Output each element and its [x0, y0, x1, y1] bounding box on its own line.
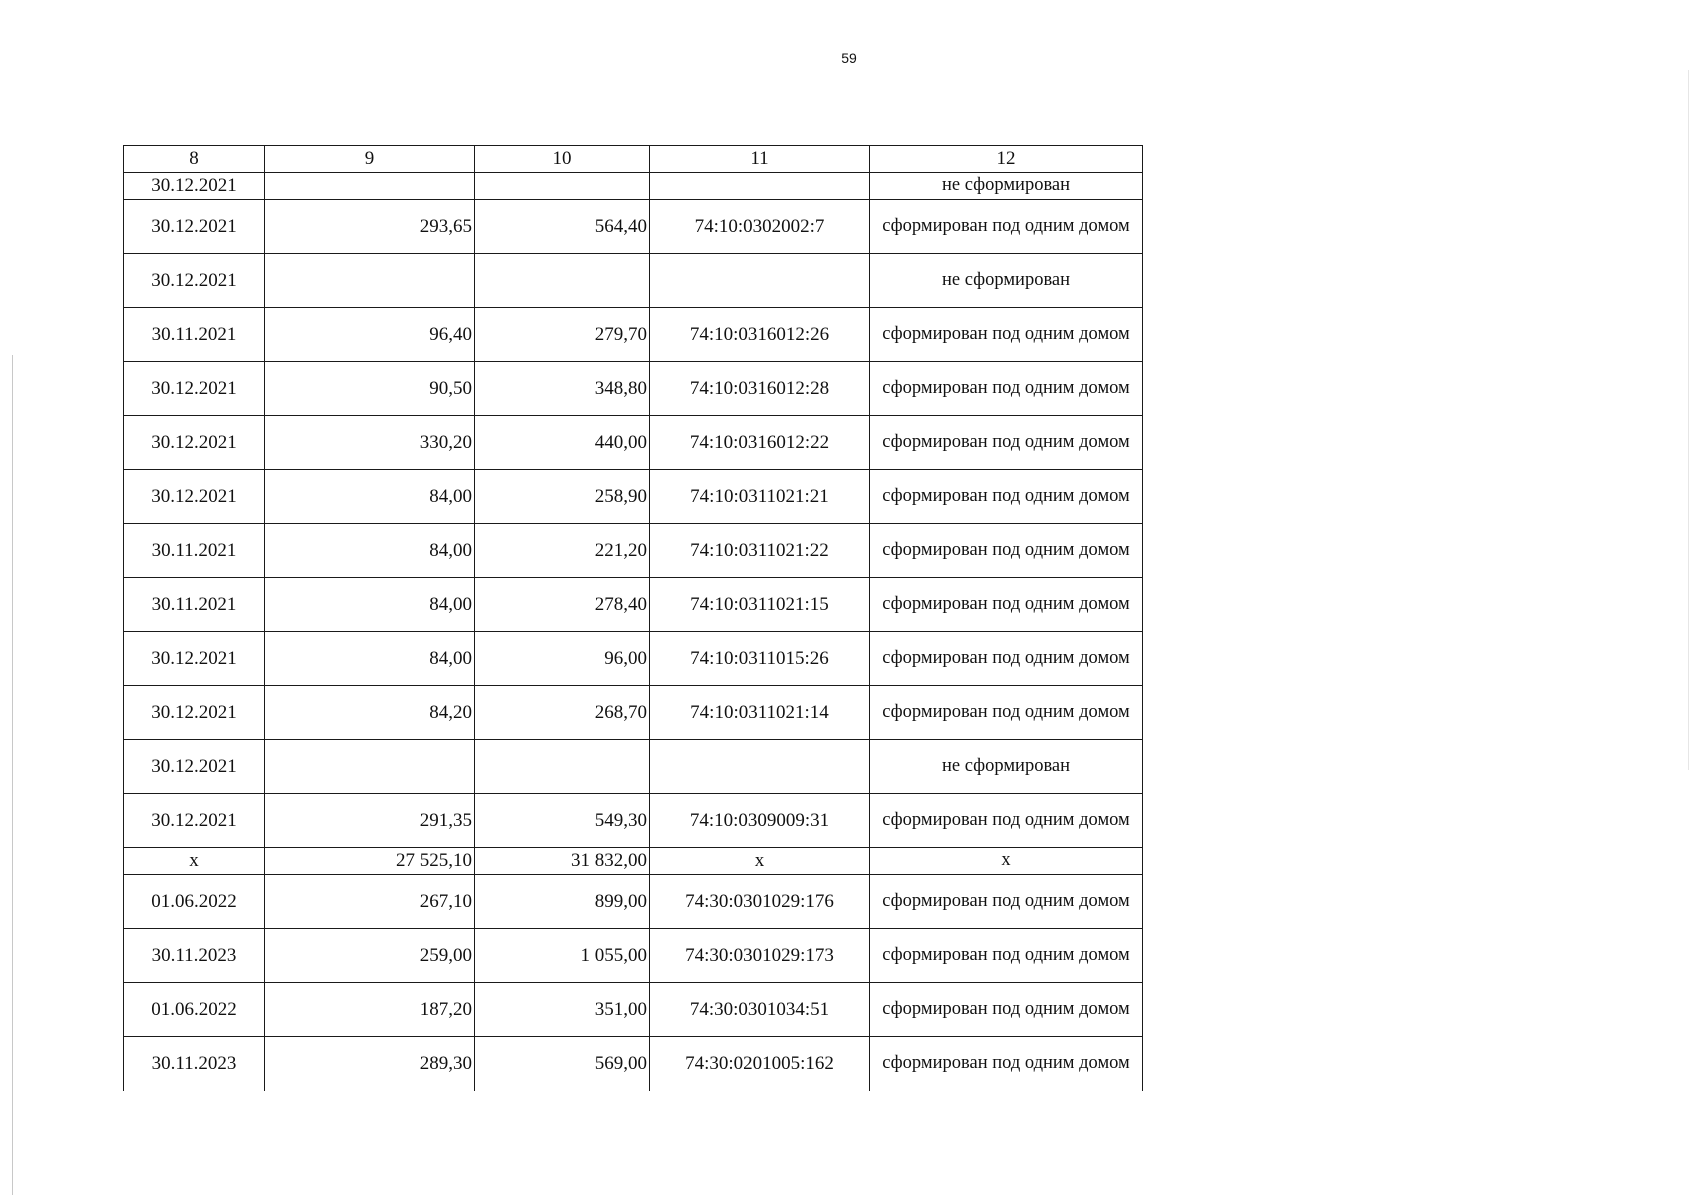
table-row	[124, 1037, 1143, 1091]
area-cell: 84,00	[265, 578, 475, 632]
column-header: 9	[265, 146, 475, 173]
date-cell: 01.06.2022	[124, 983, 265, 1037]
total-area-cell: 268,70	[475, 686, 650, 740]
total-area-cell: 549,30	[475, 794, 650, 848]
area-cell: 293,65	[265, 200, 475, 254]
table-row	[124, 254, 1143, 308]
area-cell: 330,20	[265, 416, 475, 470]
total-area-cell: 1 055,00	[475, 929, 650, 983]
date-cell: х	[124, 848, 265, 875]
cadastral-number-cell: 74:10:0311021:15	[650, 578, 870, 632]
cadastral-number-cell	[650, 254, 870, 308]
cadastral-number-cell: 74:30:0301029:176	[650, 875, 870, 929]
date-cell: 30.12.2021	[124, 470, 265, 524]
date-cell: 30.11.2021	[124, 578, 265, 632]
status-cell: сформирован под одним домом	[870, 470, 1143, 524]
cadastral-number-cell: 74:30:0301029:173	[650, 929, 870, 983]
area-cell: 291,35	[265, 794, 475, 848]
area-cell: 289,30	[265, 1037, 475, 1091]
status-cell: х	[870, 848, 1143, 875]
status-cell: не сформирован	[870, 173, 1143, 200]
area-cell: 84,00	[265, 470, 475, 524]
status-cell: сформирован под одним домом	[870, 524, 1143, 578]
cadastral-number-cell: 74:10:0311021:22	[650, 524, 870, 578]
total-area-cell	[475, 740, 650, 794]
total-area-cell	[475, 173, 650, 200]
cadastral-number-cell: 74:10:0316012:26	[650, 308, 870, 362]
cadastral-number-cell	[650, 740, 870, 794]
column-header: 8	[124, 146, 265, 173]
date-cell: 30.11.2023	[124, 929, 265, 983]
cadastral-number-cell: 74:10:0311021:14	[650, 686, 870, 740]
total-area-cell: 351,00	[475, 983, 650, 1037]
date-cell: 30.12.2021	[124, 200, 265, 254]
table-row	[124, 686, 1143, 740]
cadastral-number-cell: 74:10:0309009:31	[650, 794, 870, 848]
total-area-cell: 96,00	[475, 632, 650, 686]
status-cell: сформирован под одним домом	[870, 200, 1143, 254]
date-cell: 30.12.2021	[124, 416, 265, 470]
table-row	[124, 200, 1143, 254]
total-area-cell: 258,90	[475, 470, 650, 524]
table-row	[124, 308, 1143, 362]
table-body	[124, 173, 1143, 1091]
status-cell: сформирован под одним домом	[870, 794, 1143, 848]
cadastral-number-cell: 74:10:0311015:26	[650, 632, 870, 686]
column-header: 10	[475, 146, 650, 173]
cadastral-number-cell: 74:10:0316012:28	[650, 362, 870, 416]
table-row	[124, 929, 1143, 983]
status-cell: сформирован под одним домом	[870, 929, 1143, 983]
area-cell: 96,40	[265, 308, 475, 362]
cadastral-number-cell: 74:10:0316012:22	[650, 416, 870, 470]
status-cell: не сформирован	[870, 254, 1143, 308]
status-cell: сформирован под одним домом	[870, 308, 1143, 362]
status-cell: сформирован под одним домом	[870, 362, 1143, 416]
area-cell: 90,50	[265, 362, 475, 416]
status-cell: сформирован под одним домом	[870, 686, 1143, 740]
cadastral-number-cell: 74:10:0311021:21	[650, 470, 870, 524]
date-cell: 30.12.2021	[124, 740, 265, 794]
cadastral-number-cell: 74:10:0302002:7	[650, 200, 870, 254]
data-table	[123, 145, 1143, 1091]
table-row	[124, 416, 1143, 470]
area-cell: 84,00	[265, 632, 475, 686]
column-header: 11	[650, 146, 870, 173]
total-area-cell: 278,40	[475, 578, 650, 632]
date-cell: 30.12.2021	[124, 362, 265, 416]
table-header-row	[124, 146, 1143, 173]
table-row	[124, 632, 1143, 686]
total-area-cell: 31 832,00	[475, 848, 650, 875]
status-cell: сформирован под одним домом	[870, 632, 1143, 686]
table-row	[124, 848, 1143, 875]
total-area-cell: 564,40	[475, 200, 650, 254]
total-area-cell: 899,00	[475, 875, 650, 929]
status-cell: сформирован под одним домом	[870, 578, 1143, 632]
date-cell: 30.12.2021	[124, 173, 265, 200]
date-cell: 30.12.2021	[124, 632, 265, 686]
area-cell: 187,20	[265, 983, 475, 1037]
total-area-cell: 569,00	[475, 1037, 650, 1091]
total-area-cell: 279,70	[475, 308, 650, 362]
status-cell: сформирован под одним домом	[870, 875, 1143, 929]
total-area-cell: 221,20	[475, 524, 650, 578]
cadastral-number-cell: х	[650, 848, 870, 875]
total-area-cell	[475, 254, 650, 308]
cadastral-number-cell: 74:30:0301034:51	[650, 983, 870, 1037]
table-row	[124, 983, 1143, 1037]
date-cell: 01.06.2022	[124, 875, 265, 929]
table-row	[124, 524, 1143, 578]
scan-edge-line-right	[1688, 70, 1689, 770]
scan-edge-line	[12, 355, 13, 1195]
area-cell: 84,20	[265, 686, 475, 740]
table-row	[124, 578, 1143, 632]
area-cell	[265, 254, 475, 308]
column-header: 12	[870, 146, 1143, 173]
total-area-cell: 348,80	[475, 362, 650, 416]
status-cell: сформирован под одним домом	[870, 983, 1143, 1037]
table-row	[124, 740, 1143, 794]
area-cell	[265, 740, 475, 794]
area-cell: 27 525,10	[265, 848, 475, 875]
area-cell: 259,00	[265, 929, 475, 983]
cadastral-number-cell	[650, 173, 870, 200]
date-cell: 30.11.2023	[124, 1037, 265, 1091]
table-row	[124, 470, 1143, 524]
date-cell: 30.12.2021	[124, 686, 265, 740]
table-row	[124, 875, 1143, 929]
cadastral-number-cell: 74:30:0201005:162	[650, 1037, 870, 1091]
date-cell: 30.12.2021	[124, 254, 265, 308]
page-number: 59	[841, 50, 857, 66]
date-cell: 30.11.2021	[124, 524, 265, 578]
table-row	[124, 794, 1143, 848]
area-cell	[265, 173, 475, 200]
area-cell: 267,10	[265, 875, 475, 929]
status-cell: не сформирован	[870, 740, 1143, 794]
date-cell: 30.11.2021	[124, 308, 265, 362]
date-cell: 30.12.2021	[124, 794, 265, 848]
total-area-cell: 440,00	[475, 416, 650, 470]
status-cell: сформирован под одним домом	[870, 416, 1143, 470]
table-row	[124, 362, 1143, 416]
area-cell: 84,00	[265, 524, 475, 578]
table-row	[124, 173, 1143, 200]
status-cell: сформирован под одним домом	[870, 1037, 1143, 1091]
